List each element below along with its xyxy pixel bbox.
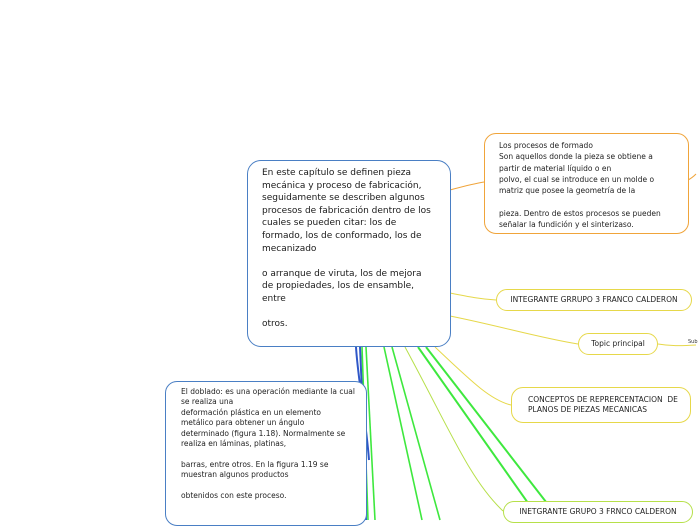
subtopic-partial-label[interactable]: Sub xyxy=(688,339,698,345)
connector-topic xyxy=(450,316,578,344)
integrante-grupo3-node[interactable] xyxy=(496,289,692,311)
doblado-node[interactable]: El doblado: es una operación mediante la cual se realiza una deformación plástica en un elemento metálico para obtener un ángulo determinado (figura 1.18). Normalmente se realiza en láminas, platinas, barras, entre otros. En la figura 1.19 se muestran algunos productos obtenidos con este proceso. xyxy=(165,381,367,526)
integrante-grupo3-label: INTEGRANTE GRRUPO 3 FRANCO CALDERON xyxy=(510,295,678,304)
connector-formado-out xyxy=(688,174,696,180)
branch-green-1 xyxy=(426,347,560,520)
conceptos-node[interactable] xyxy=(511,387,691,423)
connector-formado xyxy=(450,182,484,190)
connector-conceptos xyxy=(435,347,511,405)
conceptos-label: CONCEPTOS DE REPRERCENTACION DE PLANOS DE PIEZAS MECANICAS xyxy=(528,395,678,414)
branch-green-2 xyxy=(418,347,540,520)
procesos-formado-node[interactable]: Los procesos de formado Son aquellos donde la pieza se obtiene a partir de material líquido o en polvo, el cual se introduce en un molde o matriz que posee la geometría de la pieza. Dentro de estos procesos se pueden señalar la fundición y el sinterizaso. xyxy=(484,133,689,234)
topic-principal-node[interactable] xyxy=(578,333,658,355)
inetgrante-grupo3-label: INETGRANTE GRUPO 3 FRNCO CALDERON xyxy=(519,507,677,516)
central-topic[interactable]: En este capítulo se definen pieza mecánica y proceso de fabricación, seguidamente se describen algunos procesos de fabricación dentro de los cuales se pueden citar: los de formado, los de conformado, los de mecanizado o arranque de viruta, los de mejora de propiedades, los de ensamble, entre otros. xyxy=(247,160,451,347)
connector-grupo3 xyxy=(450,293,496,300)
topic-principal-label: Topic principal xyxy=(591,339,645,348)
inetgrante-grupo3-node[interactable] xyxy=(503,501,693,523)
